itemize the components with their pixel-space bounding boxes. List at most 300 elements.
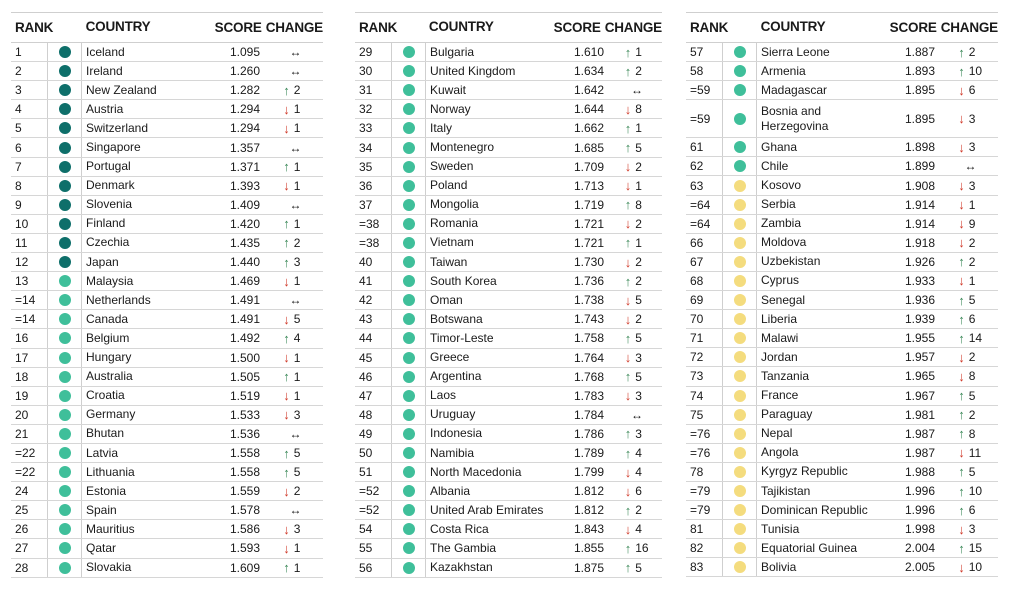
tier-dot-icon [403,504,415,516]
table-row [355,138,662,157]
tier-cell [392,81,426,99]
rank-cell: 6 [11,138,48,156]
tier-cell [48,177,82,195]
tier-dot-icon [59,504,71,516]
table-row [11,62,323,81]
tier-cell [392,158,426,176]
country-cell: Australia [86,369,133,384]
rank-cell: 26 [11,520,48,538]
tier-dot-icon [403,65,415,77]
rank-cell: 61 [686,138,723,156]
change-cell [943,484,998,498]
tier-cell [392,100,426,118]
tier-dot-icon [403,237,415,249]
country-cell: Croatia [86,388,125,403]
change-value: 8 [968,369,976,384]
arrow-down-icon: ↓ [958,178,965,194]
tier-dot-icon [734,180,746,192]
score-cell: 1.738 [573,293,604,308]
rank-cell: 4 [11,100,48,118]
score-header: SCORE [553,20,601,35]
change-cell [612,293,662,307]
table-body [686,43,998,577]
change-value: 5 [968,293,976,308]
change-cell [268,199,323,211]
arrow-down-icon: ↓ [958,216,965,232]
tier-cell [392,253,426,271]
tier-dot-icon [59,562,71,574]
arrow-up-icon: ↑ [958,63,965,79]
country-cell: Romania [430,216,479,231]
arrow-up-icon: ↑ [283,159,290,175]
table-row [355,539,662,558]
score-cell: 1.435 [229,235,260,250]
score-cell: 1.933 [904,273,935,288]
change-cell [943,312,998,326]
change-value: 1 [968,273,976,288]
table-row [11,501,323,520]
table-row [355,272,662,291]
change-value: 2 [293,235,301,250]
score-cell: 1.533 [229,407,260,422]
change-cell [268,179,323,193]
tier-dot-icon [403,275,415,287]
tier-cell [48,272,82,290]
change-value: 6 [635,484,642,499]
arrow-down-icon: ↓ [283,540,290,556]
tier-dot-icon [403,161,415,173]
arrow-up-icon: ↑ [958,426,965,442]
table-row [686,425,998,444]
country-cell: Austria [86,101,124,116]
table-row [686,215,998,234]
tier-dot-icon [734,504,746,516]
arrow-up-icon: ↑ [624,235,632,251]
table-row [11,368,323,387]
tier-cell [392,234,426,252]
score-cell: 1.685 [573,140,604,155]
rank-cell: =64 [686,196,723,214]
country-cell: Madagascar [761,82,828,97]
change-value: 1 [293,560,301,575]
tier-dot-icon [59,313,71,325]
score-cell: 1.899 [904,159,935,174]
arrow-down-icon: ↓ [624,311,632,327]
tier-cell [392,310,426,328]
change-value: 1 [293,388,301,403]
country-cell: Liberia [761,311,798,326]
change-cell [612,446,662,460]
rank-cell: 19 [11,387,48,405]
change-cell [612,522,662,536]
arrow-down-icon: ↓ [958,368,965,384]
change-value: 10 [968,560,983,575]
tier-cell [48,291,82,309]
rank-cell: 40 [355,253,392,271]
tier-dot-icon [734,294,746,306]
rank-cell: 24 [11,482,48,500]
tier-dot-icon [59,542,71,554]
change-cell [943,217,998,231]
table-row [11,520,323,539]
change-value: 5 [293,446,301,461]
change-value: 1 [968,197,976,212]
arrow-up-icon: ↑ [624,330,632,346]
arrow-up-icon: ↑ [958,464,965,480]
rank-cell: 18 [11,368,48,386]
table-row [11,43,323,62]
score-cell: 1.559 [229,484,260,499]
tier-cell [723,62,757,80]
change-value: 4 [635,522,642,537]
tier-dot-icon [403,485,415,497]
score-cell: 1.887 [904,45,935,60]
country-cell: New Zealand [86,82,157,97]
score-cell: 1.957 [904,350,935,365]
change-value: 1 [293,369,301,384]
change-value: 5 [293,312,301,327]
tier-cell [392,119,426,137]
tier-cell [48,501,82,519]
rank-cell: 55 [355,539,392,557]
change-cell [612,141,662,155]
tier-dot-icon [403,313,415,325]
change-value: 15 [968,541,983,556]
country-cell: United Kingdom [430,63,516,78]
tier-cell [392,215,426,233]
tier-cell [48,215,82,233]
tier-dot-icon [59,237,71,249]
score-cell: 1.736 [573,274,604,289]
change-cell [612,351,662,365]
score-cell: 1.965 [904,369,935,384]
table-row [686,520,998,539]
no-change-icon: ↔ [289,64,302,79]
tier-dot-icon [403,180,415,192]
no-change-icon: ↔ [289,503,302,518]
country-cell: Kosovo [761,178,802,193]
table-row [355,43,662,62]
tier-cell [392,291,426,309]
change-value: 3 [293,255,301,270]
tier-cell [392,196,426,214]
change-value: 1 [635,45,642,60]
rank-cell: 45 [355,349,392,367]
tier-cell [48,119,82,137]
arrow-down-icon: ↓ [624,101,632,117]
country-cell: Sierra Leone [761,44,830,59]
score-cell: 1.967 [904,388,935,403]
score-cell: 1.843 [573,522,604,537]
tier-dot-icon [734,84,746,96]
table-row [686,444,998,463]
tier-dot-icon [59,428,71,440]
tier-cell [392,368,426,386]
no-change-icon: ↔ [289,45,302,60]
no-change-icon: ↔ [631,407,643,422]
table-row [11,310,323,329]
change-cell [612,370,662,384]
table-row [11,387,323,406]
score-cell: 1.768 [573,369,604,384]
change-cell [268,351,323,365]
score-cell: 1.758 [573,331,604,346]
rank-cell: =79 [686,501,723,519]
rank-cell: 51 [355,463,392,481]
rank-cell: =14 [11,310,48,328]
score-cell: 1.558 [229,465,260,480]
country-cell: Germany [86,407,136,422]
country-cell: Japan [86,254,119,269]
tier-dot-icon [59,466,71,478]
arrow-up-icon: ↑ [283,254,290,270]
change-value: 1 [293,159,301,174]
change-cell [943,465,998,479]
tier-dot-icon [403,390,415,402]
tier-cell [723,501,757,519]
tier-dot-icon [59,294,71,306]
change-cell [943,389,998,403]
score-cell: 1.855 [573,541,604,556]
country-header: COUNTRY [428,19,494,35]
no-change-icon: ↔ [289,197,302,212]
rank-cell: 11 [11,234,48,252]
country-cell: Bulgaria [430,44,475,59]
score-header: SCORE [214,20,262,35]
tier-cell [392,482,426,500]
change-cell [612,179,662,193]
tier-dot-icon [403,542,415,554]
change-value: 1 [635,235,642,250]
country-cell: Angola [761,445,799,460]
change-value: 3 [635,388,642,403]
change-value: 10 [968,484,983,499]
country-cell: Chile [761,158,789,173]
table-body [11,43,323,578]
change-value: 3 [968,178,976,193]
arrow-down-icon: ↓ [624,483,632,499]
country-cell: Netherlands [86,292,151,307]
tier-dot-icon [403,562,415,574]
score-cell: 1.260 [229,64,260,79]
change-cell [268,294,323,306]
table-row [686,406,998,425]
change-cell [268,102,323,116]
change-cell [943,64,998,78]
table-row [686,501,998,520]
change-value: 1 [293,178,301,193]
country-cell: Paraguay [761,407,813,422]
country-cell: Oman [430,292,463,307]
change-cell [268,65,323,77]
change-value: 2 [635,216,642,231]
tier-cell [48,62,82,80]
arrow-down-icon: ↓ [624,254,632,270]
country-cell: Bolivia [761,559,797,574]
tier-dot-icon [59,352,71,364]
tier-cell [392,425,426,443]
table-row [355,234,662,253]
table-row [686,348,998,367]
tier-cell [48,425,82,443]
score-cell: 1.918 [904,235,935,250]
tier-dot-icon [403,332,415,344]
table-body [355,43,662,578]
rank-cell: 44 [355,329,392,347]
change-value: 2 [968,45,976,60]
score-cell: 1.505 [229,369,260,384]
rank-cell: 10 [11,215,48,233]
change-cell [612,274,662,288]
change-value: 5 [635,560,642,575]
country-cell: Nepal [761,426,793,441]
change-cell [943,350,998,364]
table-row [11,234,323,253]
tier-cell [48,349,82,367]
change-cell [943,293,998,307]
table-row [686,329,998,348]
country-cell: Indonesia [430,426,483,441]
tier-cell [723,253,757,271]
country-cell: Canada [86,311,129,326]
tier-dot-icon [734,237,746,249]
rank-cell: 71 [686,329,723,347]
arrow-up-icon: ↑ [958,388,965,404]
table-row [355,62,662,81]
country-cell: France [761,388,799,403]
score-cell: 1.914 [904,216,935,231]
arrow-up-icon: ↑ [624,502,632,518]
arrow-down-icon: ↓ [624,178,632,194]
rank-cell: 66 [686,234,723,252]
score-cell: 1.294 [229,121,260,136]
table-row [355,196,662,215]
change-cell [268,83,323,97]
rank-cell: 43 [355,310,392,328]
table-row [11,539,323,558]
table-row [355,349,662,368]
table-header [686,12,998,43]
rank-cell: 68 [686,272,723,290]
score-cell: 1.936 [904,293,935,308]
table-row [686,100,998,138]
rank-cell: 75 [686,406,723,424]
rank-cell: 21 [11,425,48,443]
rank-cell: 58 [686,62,723,80]
score-cell: 1.578 [229,503,260,518]
rank-cell: 46 [355,368,392,386]
change-cell [268,561,323,575]
country-cell: Kuwait [430,82,467,97]
change-value: 8 [635,197,642,212]
table-row [355,215,662,234]
tier-cell [48,234,82,252]
tier-cell [723,81,757,99]
rank-cell: 31 [355,81,392,99]
table-row [11,425,323,444]
rank-cell: 83 [686,558,723,576]
rank-cell: 56 [355,559,392,577]
tier-cell [392,406,426,424]
change-cell [268,504,323,516]
table-row [355,177,662,196]
change-cell [268,446,323,460]
change-value: 2 [635,64,642,79]
arrow-down-icon: ↓ [624,388,632,404]
country-cell: Spain [86,502,117,517]
change-value: 1 [293,350,301,365]
change-cell [943,408,998,422]
change-cell [612,389,662,403]
country-cell: Estonia [86,483,127,498]
table-row [355,253,662,272]
rank-cell: 8 [11,177,48,195]
rank-cell: =76 [686,444,723,462]
change-cell [612,255,662,269]
country-cell: Jordan [761,349,798,364]
change-value: 1 [293,121,301,136]
score-cell: 1.609 [229,560,260,575]
rank-header: RANK [359,20,398,35]
change-cell [268,389,323,403]
country-cell: Armenia [761,63,806,78]
rank-cell: =79 [686,482,723,500]
score-cell: 1.893 [904,64,935,79]
table-row [355,482,662,501]
tier-cell [723,157,757,175]
change-value: 2 [635,274,642,289]
rank-cell: =22 [11,463,48,481]
arrow-up-icon: ↑ [958,254,965,270]
tier-cell [392,387,426,405]
tier-dot-icon [59,84,71,96]
change-cell [943,236,998,250]
rank-cell: =52 [355,482,392,500]
table-row [686,176,998,195]
tier-dot-icon [734,199,746,211]
country-cell: United Arab Emirates [430,502,544,517]
tier-cell [723,520,757,538]
table-row [355,463,662,482]
score-cell: 1.895 [904,111,935,126]
rank-header: RANK [690,20,729,35]
change-cell [268,541,323,555]
change-cell [612,198,662,212]
table-header [355,12,662,43]
tier-cell [723,272,757,290]
arrow-up-icon: ↑ [624,197,632,213]
tier-cell [723,387,757,405]
tier-cell [48,387,82,405]
country-cell: South Korea [430,273,497,288]
change-cell [268,484,323,498]
rank-cell: =64 [686,215,723,233]
arrow-up-icon: ↑ [624,120,632,136]
country-cell: Cyprus [761,273,800,288]
rank-cell: 25 [11,501,48,519]
rank-cell: 27 [11,539,48,557]
table-row [11,196,323,215]
table-row [11,291,323,310]
rank-cell: 74 [686,387,723,405]
country-cell: Serbia [761,197,796,212]
country-cell: Moldova [761,235,807,250]
table-row [11,559,323,578]
arrow-up-icon: ↑ [958,540,965,556]
tier-dot-icon [403,409,415,421]
rank-cell: 63 [686,176,723,194]
table-row [11,119,323,138]
